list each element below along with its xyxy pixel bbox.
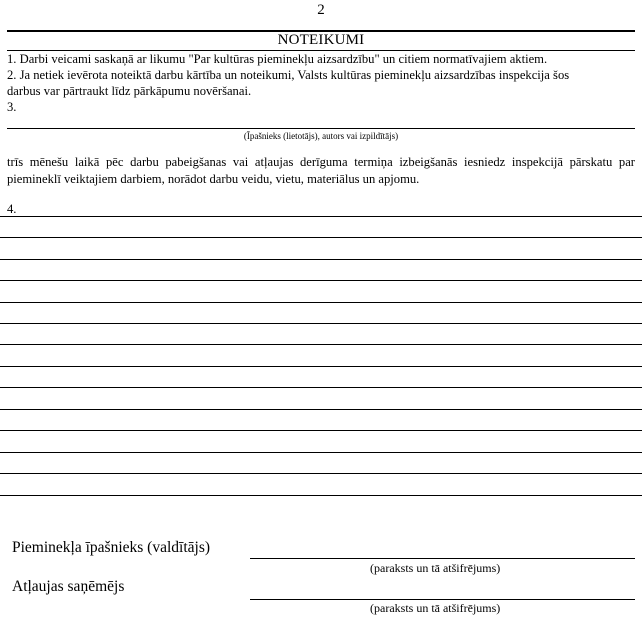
rule-3-number: 3. (7, 100, 17, 114)
page-number: 2 (317, 2, 325, 18)
owner-signature-line[interactable] (250, 558, 635, 559)
rule-2-line-2: darbus var pārtraukt līdz pārkāpumu novēršanai. (7, 84, 252, 98)
rule-3-caption: (Īpašnieks (lietotājs), autors vai izpildītājs) (243, 131, 399, 141)
blank-line (0, 366, 642, 367)
blank-line (0, 302, 642, 303)
blank-line (0, 216, 642, 217)
blank-line (0, 473, 642, 474)
page-title: NOTEIKUMI (277, 32, 365, 48)
recipient-signature-line[interactable] (250, 599, 635, 600)
blank-line (0, 323, 642, 324)
blank-line (0, 495, 642, 496)
rule-4-number: 4. (7, 202, 17, 216)
title-bottom-rule (7, 50, 635, 51)
rule-3-fill-line (7, 128, 635, 129)
owner-signature-caption: (paraksts un tā atšifrējums) (370, 561, 501, 575)
owner-signature-label: Pieminekļa īpašnieks (valdītājs) (12, 539, 211, 556)
blank-line (0, 409, 642, 410)
recipient-signature-label: Atļaujas saņēmējs (12, 578, 125, 595)
blank-line (0, 452, 642, 453)
blank-line (0, 237, 642, 238)
rule-1: 1. Darbi veicami saskaņā ar likumu "Par kultūras pieminekļu aizsardzību" un citiem normatīvajiem aktiem. (7, 52, 548, 66)
blank-line (0, 430, 642, 431)
rule-2-line-1: 2. Ja netiek ievērota noteiktā darbu kārtība un noteikumi, Valsts kultūras pieminekļu aizsardzības inspekcija šos (7, 68, 570, 82)
blank-line (0, 280, 642, 281)
blank-line (0, 344, 642, 345)
blank-line (0, 259, 642, 260)
recipient-signature-caption: (paraksts un tā atšifrējums) (370, 601, 501, 615)
blank-line (0, 387, 642, 388)
rule-3-text: trīs mēnešu laikā pēc darbu pabeigšanas vai atļaujas derīguma termiņa izbeigšanās iesniedz inspekcijā pārskatu par piemineklī veiktajiem darbiem, norādot darbu veidu, vietu, materiālus un apjomu. (7, 155, 635, 186)
